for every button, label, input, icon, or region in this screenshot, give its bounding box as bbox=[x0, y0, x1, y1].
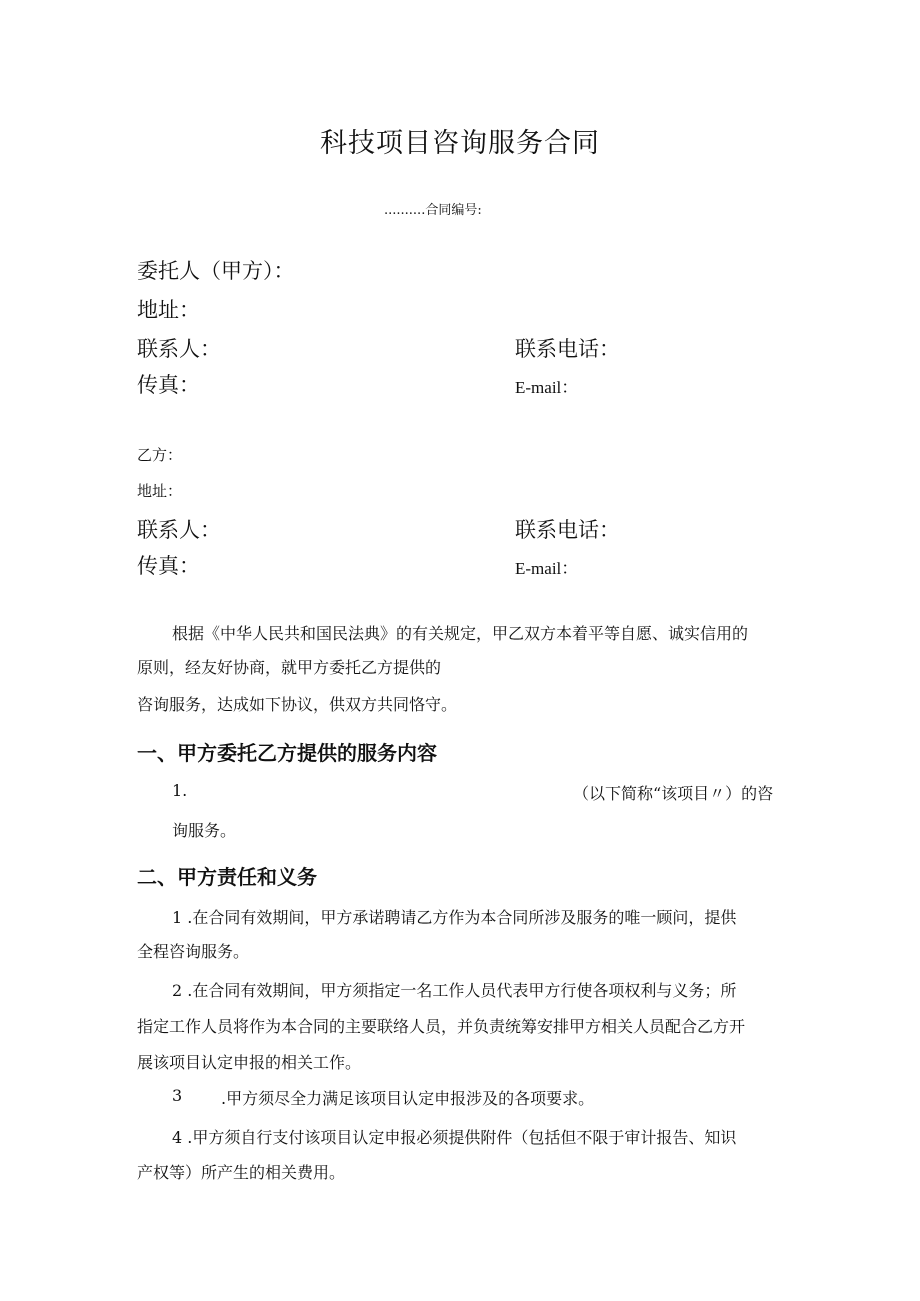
party-b-label: 乙方： bbox=[137, 446, 183, 464]
section-1-heading: 一、甲方委托乙方提供的服务内容 bbox=[137, 741, 437, 765]
section-2-item-1-line-2: 全程咨询服务。 bbox=[137, 942, 250, 961]
party-a-address-label: 地址： bbox=[137, 298, 200, 322]
section-2-heading: 二、甲方责任和义务 bbox=[137, 865, 317, 889]
party-b-phone-label: 联系电话： bbox=[515, 518, 620, 542]
section-2-item-4-line-2: 产权等）所产生的相关费用。 bbox=[137, 1163, 346, 1182]
party-b-email-label: E-mail： bbox=[515, 559, 579, 578]
party-b-fax-label: 传真： bbox=[137, 554, 200, 578]
page-title: 科技项目咨询服务合同 bbox=[320, 128, 600, 159]
section-2-item-3-number: 3 bbox=[172, 1086, 183, 1105]
preamble-line-3: 咨询服务，达成如下协议，供双方共同恪守。 bbox=[137, 695, 458, 714]
party-a-client-label: 委托人（甲方）： bbox=[137, 259, 295, 283]
section-1-item-1-number: 1. bbox=[172, 781, 188, 800]
preamble-line-2: 原则，经友好协商，就甲方委托乙方提供的 bbox=[137, 658, 442, 677]
party-a-phone-label: 联系电话： bbox=[515, 337, 620, 361]
party-b-address-label: 地址： bbox=[137, 482, 183, 500]
party-a-contact-label: 联系人： bbox=[137, 337, 221, 361]
section-2-item-3-text: .甲方须尽全力满足该项目认定申报涉及的各项要求。 bbox=[221, 1089, 595, 1108]
section-1-item-1-tail: （以下简称“该项目〃）的咨 bbox=[573, 784, 774, 803]
party-a-email-label: E-mail： bbox=[515, 378, 579, 397]
party-a-fax-label: 传真： bbox=[137, 373, 200, 397]
contract-number-label: ..........合同编号: bbox=[384, 203, 482, 218]
section-2-item-2-line-2: 指定工作人员将作为本合同的主要联络人员，并负责统筹安排甲方相关人员配合乙方开 bbox=[137, 1017, 746, 1036]
section-1-item-1-line-2: 询服务。 bbox=[172, 821, 237, 840]
section-2-item-2-line-1: 2 .在合同有效期间，甲方须指定一名工作人员代表甲方行使各项权利与义务；所 bbox=[172, 981, 737, 1000]
preamble-line-1: 根据《中华人民共和国民法典》的有关规定，甲乙双方本着平等自愿、诚实信用的 bbox=[172, 624, 749, 643]
party-b-contact-label: 联系人： bbox=[137, 518, 221, 542]
section-2-item-1-line-1: 1 .在合同有效期间，甲方承诺聘请乙方作为本合同所涉及服务的唯一顾问，提供 bbox=[172, 908, 737, 927]
section-2-item-4-line-1: 4 .甲方须自行支付该项目认定申报必须提供附件（包括但不限于审计报告、知识 bbox=[172, 1128, 737, 1147]
section-2-item-2-line-3: 展该项目认定申报的相关工作。 bbox=[137, 1053, 362, 1072]
